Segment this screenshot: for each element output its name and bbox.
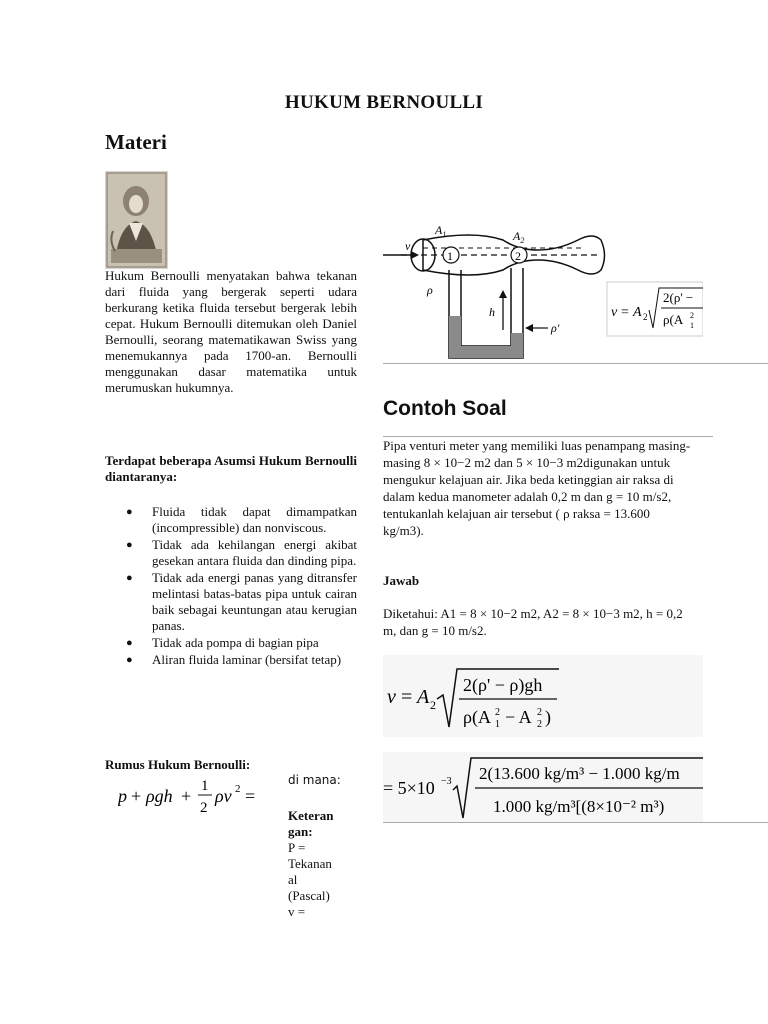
venturi-diagram <box>383 218 703 368</box>
diagram-label-rho: ρ <box>427 283 433 297</box>
keterangan-line: al <box>288 872 298 887</box>
keterangan-line: (Pascal) <box>288 888 330 903</box>
svg-text:p: p <box>118 786 127 806</box>
document-title: HUKUM BERNOULLI <box>284 92 484 113</box>
rumus-title: Rumus Hukum Bernoulli: <box>105 757 251 772</box>
diagram-label-1: 1 <box>447 249 453 263</box>
svg-text:1: 1 <box>495 719 500 730</box>
diagram-label-v: v <box>405 239 411 253</box>
svg-text:v: v <box>611 305 618 320</box>
list-item: ● Aliran fluida laminar (bersifat tetap) <box>126 652 342 667</box>
list-item: ● Tidak ada energi panas yang ditransfer melintasi batas-batas pipa untuk cairan baik sebagai keuntungan atau kerugian panas. <box>126 570 357 633</box>
diagram-label-a1: A <box>435 223 443 237</box>
divider <box>383 363 768 364</box>
svg-text:v: v <box>387 686 396 708</box>
bullet-icon: ● <box>126 637 133 649</box>
svg-text:=: = <box>401 686 413 708</box>
svg-text:ρ(A: ρ(A <box>663 312 684 327</box>
svg-text:A2: $A_2$ <box>513 229 525 245</box>
svg-text:ρgh: ρgh <box>146 786 173 806</box>
bullet-icon: ● <box>126 654 133 666</box>
list-item: ● Tidak ada pompa di bagian pipa <box>126 635 319 650</box>
jawab-label: Jawab <box>383 573 420 588</box>
svg-text:2: 2 <box>430 698 436 712</box>
svg-text:2: 2 <box>495 707 500 718</box>
diagram-label-h: h <box>489 305 495 319</box>
materi-paragraph: Hukum Bernoulli menyatakan bahwa tekanan dari fluida yang bergerak seperti udara berkurang ketika fluida tersebut bergerak lebih cepat. Hukum Bernoulli ditemukan oleh Daniel Bernoulli, seorang matematikawan Swiss yang menemukannya pada 1700-an. Bernoulli menggunakan dasar matematika untuk merumuskan hukumnya. <box>105 268 357 395</box>
svg-text:1: 1 <box>201 778 209 794</box>
numeric-formula-numerator: 2(13.600 kg/m³ − 1.000 kg/m <box>479 764 680 783</box>
bernoulli-formula <box>118 772 278 818</box>
svg-text:1: 1 <box>690 321 694 330</box>
diagram-label-rho-prime: ρ' <box>551 321 560 335</box>
diagram-label-a2: A <box>513 229 521 243</box>
keterangan-line: Tekanan <box>288 856 332 871</box>
svg-text:ρv: ρv <box>215 786 232 806</box>
svg-text:−3: −3 <box>441 776 452 787</box>
list-item: ● Fluida tidak dapat dimampatkan (incompressible) dan nonviscous. <box>126 504 357 535</box>
svg-text:2: 2 <box>690 311 694 320</box>
svg-text:2: 2 <box>537 707 542 718</box>
svg-text:2(ρ' − ρ)gh: 2(ρ' − ρ)gh <box>463 675 543 695</box>
svg-text:A: A <box>633 305 642 320</box>
svg-text:2: 2 <box>200 800 208 816</box>
svg-text:+: + <box>181 786 192 806</box>
asumsi-title: Terdapat beberapa Asumsi Hukum Bernoulli diantaranya: <box>105 453 357 484</box>
diketahui-text: Diketahui: A1 = 8 × 10−2 m2, A2 = 8 × 10−3 m2, h = 0,2 m, dan g = 10 m/s2. <box>383 606 683 638</box>
numeric-formula-denominator: 1.000 kg/m³[(8×10⁻² m³) <box>493 797 665 816</box>
soal-text: Pipa venturi meter yang memiliki luas penampang masing-masing 8 × 10−2 m2 dan 5 × 10−3 m2digunakan untuk mengukur kelajuan air. Jika beda ketinggian air raksa di dalam kedua manometer adalah 0,2 m dan g = 10 m/s2, tentukanlah kelajuan air tersebut ( ρ raksa = 13.600 kg/m3). <box>383 438 691 538</box>
svg-text:=: = <box>245 786 256 806</box>
svg-text:2: 2 <box>235 783 241 795</box>
list-item: ● Tidak ada kehilangan energi akibat gesekan antara fluida dan dinding pipa. <box>126 537 357 568</box>
keterangan-title: Keteran gan: <box>288 808 334 839</box>
keterangan-line: v = <box>288 904 306 919</box>
bullet-icon: ● <box>126 506 133 518</box>
materi-heading: Materi <box>105 130 167 154</box>
diagram-label-2: 2 <box>515 249 521 263</box>
bullet-icon: ● <box>126 572 133 584</box>
keterangan-block <box>288 808 344 920</box>
velocity-formula <box>383 655 703 737</box>
svg-text:= 5×10: = 5×10 <box>383 778 435 798</box>
svg-text:2(ρ' −: 2(ρ' − <box>663 290 694 305</box>
numeric-formula <box>383 752 703 822</box>
divider <box>383 822 768 823</box>
svg-text:A1: $A_1$ <box>435 223 447 239</box>
svg-text:A: A <box>417 686 430 708</box>
asumsi-list <box>105 504 357 669</box>
svg-text:): ) <box>545 707 551 727</box>
keterangan-line: P = <box>288 840 306 855</box>
svg-text:ρ(A: ρ(A <box>463 707 491 727</box>
dimana-label: di mana: <box>288 773 341 787</box>
svg-text:− A: − A <box>505 707 532 727</box>
contoh-heading: Contoh Soal <box>383 397 507 420</box>
portrait-image <box>105 171 168 269</box>
bullet-icon: ● <box>126 539 133 551</box>
svg-text:2: 2 <box>643 312 648 322</box>
svg-text:=: = <box>621 305 629 320</box>
svg-text:+: + <box>131 786 142 806</box>
svg-text:2: 2 <box>537 719 542 730</box>
